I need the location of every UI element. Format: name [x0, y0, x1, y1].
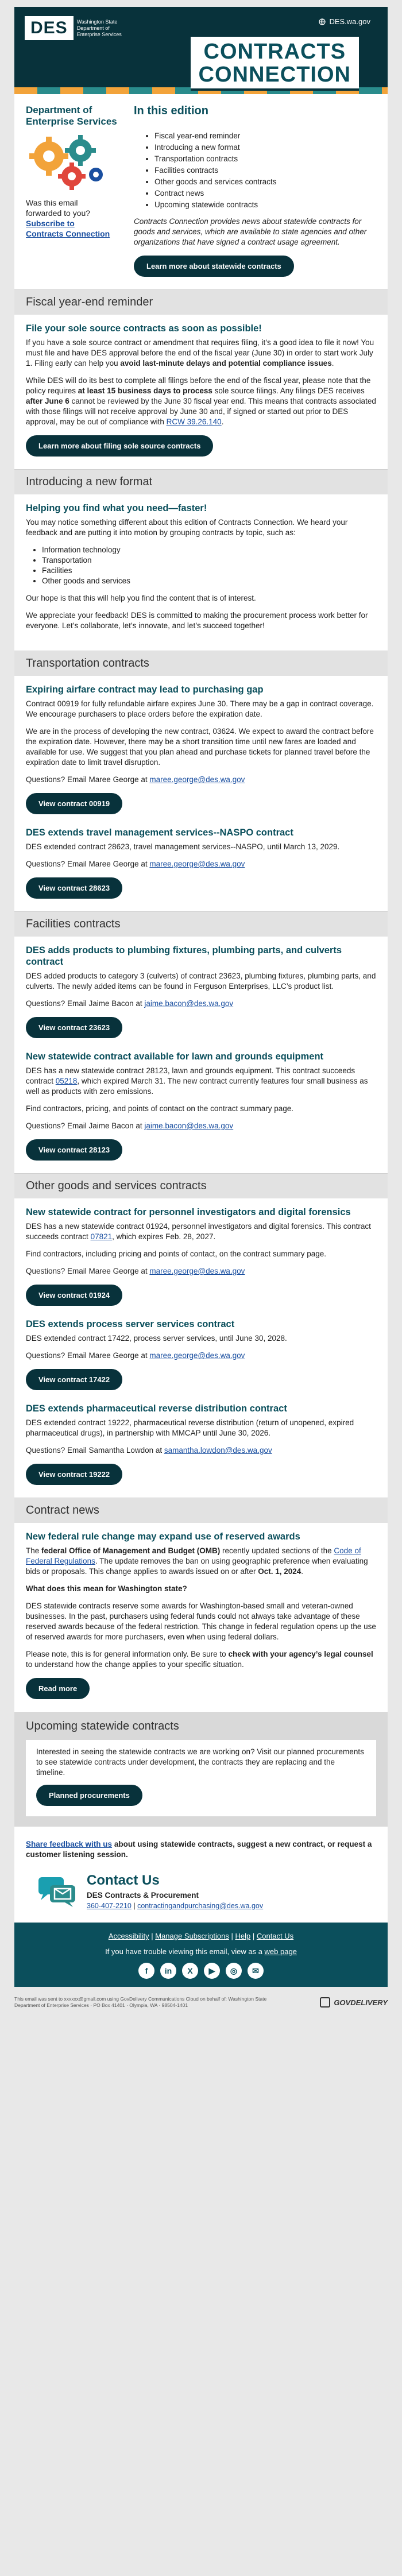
article-question: [26, 1121, 376, 1131]
contact-info: [87, 1873, 263, 1910]
intro-section: [14, 94, 388, 289]
article-title: Helping you find what you need—faster!: [26, 503, 207, 513]
text-run: .: [221, 417, 224, 426]
article: [26, 502, 376, 651]
separator: |: [229, 1932, 235, 1940]
text-run: The: [26, 1546, 42, 1555]
intro-sidebar: [26, 105, 123, 277]
des-logo[interactable]: [25, 16, 122, 40]
email-link[interactable]: maree.george@des.wa.gov: [149, 860, 245, 868]
article-question: [26, 1266, 376, 1277]
text-run: , which expires Feb. 28, 2027.: [112, 1232, 216, 1241]
subscribe-link[interactable]: [26, 218, 123, 239]
section-heading: Introducing a new format: [14, 469, 388, 494]
phone-link[interactable]: 360-407-2210: [87, 1902, 132, 1910]
govdelivery-label: GOVDELIVERY: [334, 1998, 388, 2007]
text-run: Questions? Email Jaime Bacon at: [26, 999, 145, 1008]
email-link[interactable]: maree.george@des.wa.gov: [149, 1267, 245, 1275]
view-contract-00919-button[interactable]: View contract 00919: [26, 793, 122, 814]
text-bold: avoid last-minute delays and potential compliance issues: [120, 359, 332, 368]
youtube-icon[interactable]: ▶: [204, 1963, 220, 1979]
view-contract-28623-button[interactable]: View contract 28623: [26, 877, 122, 899]
article-paragraph: DES extended contract 28623, travel management services--NASPO, until March 13, 2029.: [26, 842, 340, 851]
email-link[interactable]: jaime.bacon@des.wa.gov: [144, 999, 234, 1008]
article-paragraph: DES extended contract 19222, pharmaceutical reverse distribution (return of unopened, expired pharmaceutical drugs), in partnership with MMCAP until June 30, 2026.: [26, 1418, 354, 1437]
section-heading: Fiscal year-end reminder: [14, 289, 388, 315]
social-links: [26, 1963, 376, 1979]
article-paragraph: [26, 338, 376, 369]
article-question: [26, 775, 376, 785]
planned-procurements-button[interactable]: Planned procurements: [36, 1785, 142, 1806]
article: [26, 1531, 376, 1712]
forwarded-line: Was this email: [26, 198, 78, 207]
text-run: DES has a new statewide contract 28123, lawn and grounds equipment. This contract succeeds contract: [26, 1066, 355, 1085]
article-question: [26, 999, 376, 1009]
text-run: Questions? Email Maree George at: [26, 860, 150, 868]
manage-subscriptions-link[interactable]: Manage Subscriptions: [155, 1932, 229, 1940]
cfr-link[interactable]: Code of Federal Regulations: [26, 1546, 361, 1565]
share-feedback: [14, 1827, 388, 1867]
email-link[interactable]: maree.george@des.wa.gov: [149, 775, 245, 784]
article: [26, 1403, 376, 1498]
other-goods-section: [14, 1173, 388, 1498]
article-paragraph: DES statewide contracts reserve some awards for Washington-based small and veteran-owned businesses. In the past, purchasers using federal funds could not always take advantage of these reserved awards because of the federal restriction. This change in federal regulation opens up the use of reserved awards for more purchasers, even when using federal dollars.: [26, 1602, 376, 1641]
text-run: Questions? Email Jaime Bacon at: [26, 1121, 145, 1130]
article-paragraph: DES extended contract 17422, process server services, until June 30, 2028.: [26, 1334, 287, 1343]
text-run: cannot be reviewed by the June 30 fiscal year end. This means that contracts associated with those filings will not receive approval by June 30 and, if signed or started out prior to DES approval, may be out of compliance with: [26, 397, 376, 426]
fiscal-section: [14, 289, 388, 469]
upcoming-box: [26, 1740, 376, 1816]
article: [26, 1318, 376, 1403]
edition-list: [134, 130, 376, 211]
facilities-section: [14, 911, 388, 1173]
article: [26, 827, 376, 911]
logo-subtitle: [77, 19, 122, 38]
gears-icon: [26, 133, 106, 191]
text-bold: check with your agency’s legal counsel: [228, 1650, 373, 1658]
transportation-section: [14, 651, 388, 911]
newsletter-title: [191, 37, 359, 91]
text-run: While DES will do its best to complete all filings before the end of the fiscal year, please note that the policy requires: [26, 376, 371, 395]
email-card: [14, 7, 388, 1987]
help-link[interactable]: Help: [235, 1932, 251, 1940]
learn-sole-source-button[interactable]: Learn more about filing sole source contracts: [26, 435, 213, 457]
text-run: sole source filings. Any filings DES receives: [212, 386, 365, 395]
view-contract-19222-button[interactable]: View contract 19222: [26, 1464, 122, 1485]
footer-links: [26, 1932, 376, 1940]
article-paragraph: [26, 1066, 376, 1097]
legal-footer: [14, 1987, 388, 2020]
accessibility-link[interactable]: Accessibility: [108, 1932, 149, 1940]
newsletter-description: Contracts Connection provides news about statewide contracts for goods and services, which are available to state agencies and other organizations that have signed a contract usage agreement.: [134, 217, 367, 246]
article-title: DES extends process server services contract: [26, 1319, 235, 1329]
site-link[interactable]: [319, 17, 370, 26]
topic-list: [26, 545, 376, 586]
article-paragraph: Find contractors, including pricing and points of contact, on the contract summary page.: [26, 1250, 327, 1258]
article-question: [26, 859, 376, 869]
text-run: If you have trouble viewing this email, view as a: [105, 1947, 265, 1956]
section-heading: Other goods and services contracts: [14, 1173, 388, 1198]
section-heading: Upcoming statewide contracts: [26, 1720, 179, 1732]
view-contract-23623-button[interactable]: View contract 23623: [26, 1017, 122, 1038]
logo-sub-line: Department of: [76, 25, 110, 31]
list-item: • Facilities: [42, 566, 376, 576]
list-item: • Fiscal year-end reminder: [154, 130, 376, 142]
article-paragraph: Our hope is that this will help you find the content that is of interest.: [26, 594, 256, 602]
logo-mark: DES: [25, 16, 74, 40]
article: [26, 945, 376, 1051]
subscribe-line: Contracts Connection: [26, 229, 110, 238]
forwarded-line: forwarded to you?: [26, 208, 91, 218]
list-item: • Contract news: [154, 188, 376, 199]
view-contract-17422-button[interactable]: View contract 17422: [26, 1369, 122, 1390]
web-page-link[interactable]: web page: [264, 1947, 297, 1956]
text-run: If you have a sole source contract or amendment that requires filing, it’s a good idea to file it now! You must file and have DES approval before the end of the fiscal year (June 30) in order to start work July 1. Filing early can help you: [26, 338, 374, 368]
email-icon[interactable]: ✉: [248, 1963, 264, 1979]
legal-text: This email was sent to xxxxxx@gmail.com using GovDelivery Communications Cloud on behalf of: Washington State Department of Enterprise Services · PO Box 41401 · Olympia, WA · 98504-1401: [14, 1996, 267, 2008]
article-paragraph: DES added products to category 3 (culverts) of contract 23623, plumbing fixtures, plumbing parts, and culverts. The newly added items can be found in Ferguson Enterprises, LLC’s product list.: [26, 972, 376, 991]
contact-title: Contact Us: [87, 1873, 160, 1888]
article-title: Expiring airfare contract may lead to purchasing gap: [26, 684, 264, 695]
view-contract-01924-button[interactable]: View contract 01924: [26, 1285, 122, 1306]
article-paragraph: Contract 00919 for fully refundable airfare expires June 30. There may be a gap in contract coverage. We encourage purchasers to place orders before the expiration date.: [26, 699, 374, 718]
article-paragraph: You may notice something different about this edition of Contracts Connection. We heard your feedback and are putting it into motion by grouping contracts by topic, such as:: [26, 518, 348, 537]
email-link[interactable]: jaime.bacon@des.wa.gov: [144, 1121, 234, 1130]
list-item: • Other goods and services contracts: [154, 176, 376, 188]
edition-summary: [134, 105, 376, 277]
org-name: Department of Enterprise Services: [26, 105, 117, 127]
article: [26, 684, 376, 827]
instagram-icon[interactable]: ◎: [226, 1963, 242, 1979]
email-link[interactable]: maree.george@des.wa.gov: [149, 1351, 245, 1360]
article-title: New statewide contract for personnel investigators and digital forensics: [26, 1207, 351, 1217]
contact-org: DES Contracts & Procurement: [87, 1891, 199, 1900]
edition-title: In this edition: [134, 105, 208, 117]
text-bold: after June 6: [26, 397, 69, 405]
contract-07821-link[interactable]: 07821: [90, 1232, 113, 1241]
contact-block: [14, 1867, 388, 1923]
contact-us-link[interactable]: Contact Us: [256, 1932, 294, 1940]
section-heading: Transportation contracts: [14, 651, 388, 676]
email-link[interactable]: samantha.lowdon@des.wa.gov: [164, 1446, 272, 1455]
contact-line: [87, 1902, 263, 1910]
rcw-link[interactable]: RCW 39.26.140: [166, 417, 222, 426]
list-item: • Facilities contracts: [154, 165, 376, 176]
facebook-icon[interactable]: f: [138, 1963, 154, 1979]
web-view-line: [26, 1947, 376, 1956]
text-bold: at least 15 business days to process: [78, 386, 212, 395]
view-contract-28123-button[interactable]: View contract 28123: [26, 1139, 122, 1161]
x-icon[interactable]: X: [182, 1963, 198, 1979]
govdelivery-logo[interactable]: [320, 1997, 388, 2008]
list-item: • Introducing a new format: [154, 142, 376, 153]
section-heading: Facilities contracts: [14, 911, 388, 937]
text-run: , which expired March 31. The new contract currently features four small business as well as products with zero emissions.: [26, 1077, 368, 1096]
article-paragraph: [26, 1221, 376, 1242]
article-paragraph: [26, 1546, 376, 1577]
text-run: .: [301, 1567, 304, 1576]
article: [26, 1051, 376, 1173]
text-run: DES has a new statewide contract 01924, personnel investigators and digital forensics. This contract succeeds contract: [26, 1222, 371, 1241]
article: [26, 1206, 376, 1318]
article-title: File your sole source contracts as soon as possible!: [26, 323, 262, 334]
list-item: • Upcoming statewide contracts: [154, 199, 376, 211]
article-title: New federal rule change may expand use of reserved awards: [26, 1531, 300, 1542]
linkedin-icon[interactable]: in: [160, 1963, 176, 1979]
list-item: • Information technology: [42, 545, 376, 555]
read-more-button[interactable]: Read more: [26, 1678, 90, 1699]
subscribe-line: Subscribe to: [26, 219, 75, 228]
contact-email-link[interactable]: contractingandpurchasing@des.wa.gov: [137, 1902, 264, 1910]
email-header: [14, 7, 388, 87]
logo-sub-line: Enterprise Services: [76, 31, 122, 37]
text-bold: Oct. 1, 2024: [258, 1567, 302, 1576]
contract-05218-link[interactable]: 05218: [55, 1077, 78, 1085]
article-paragraph: We appreciate your feedback! DES is committed to making the procurement process work better for everyone. Let’s collaborate, let’s innovate, and let’s succeed together!: [26, 611, 368, 630]
share-feedback-link[interactable]: Share feedback with us: [26, 1840, 113, 1848]
article-paragraph: We are in the process of developing the new contract, 03624. We expect to award the contract before the expiration date. However, there may be a short transition time until new fares are loaded and available for use. We suggest that you plan ahead and purchase tickets for planned travel before the expiration date to limit travel disruption.: [26, 727, 374, 767]
article-paragraph: Find contractors, pricing, and points of contact on the contract summary page.: [26, 1104, 293, 1113]
globe-icon: [319, 18, 326, 25]
logo-sub-line: Washington State: [76, 18, 118, 25]
article-paragraph: [26, 376, 376, 427]
text-run: to understand how the change applies to your specific situation.: [26, 1660, 244, 1669]
list-item: • Other goods and services: [42, 576, 376, 586]
article-title: DES extends pharmaceutical reverse distribution contract: [26, 1403, 287, 1414]
text-run: Questions? Email Maree George at: [26, 1351, 150, 1360]
format-section: [14, 469, 388, 651]
text-run: .: [331, 359, 334, 368]
text-bold: federal Office of Management and Budget (OMB): [41, 1546, 221, 1555]
article-title: DES extends travel management services--NASPO contract: [26, 827, 293, 838]
upcoming-section: [14, 1712, 388, 1827]
separator: |: [149, 1932, 156, 1940]
article-question: [26, 1445, 376, 1456]
separator: |: [250, 1932, 257, 1940]
text-run: Please note, this is for general information only. Be sure to: [26, 1650, 229, 1658]
article: [26, 323, 376, 469]
title-line-2: CONNECTION: [198, 63, 351, 87]
article-paragraph: [26, 1649, 376, 1670]
text-run: Questions? Email Samantha Lowdon at: [26, 1446, 164, 1455]
text-run: recently updated sections of the: [220, 1546, 334, 1555]
forwarded-text: [26, 198, 123, 218]
email-footer: [14, 1923, 388, 1987]
learn-statewide-button[interactable]: Learn more about statewide contracts: [134, 256, 294, 277]
text-run: Questions? Email Maree George at: [26, 1267, 150, 1275]
text-bold: What does this mean for Washington state?: [26, 1584, 187, 1593]
article-subheading: [26, 1584, 376, 1594]
article-paragraph: Interested in seeing the statewide contracts we are working on? Visit our planned procurements to see statewide contracts under development, the contracts they are replacing and the timeline.: [36, 1747, 364, 1777]
section-heading: Contract news: [14, 1498, 388, 1523]
contract-news-section: [14, 1498, 388, 1712]
article-question: [26, 1351, 376, 1361]
chat-bubbles-icon: [37, 1875, 78, 1908]
list-item: • Transportation contracts: [154, 153, 376, 165]
title-line-1: CONTRACTS: [203, 40, 346, 64]
text-run: about using statewide contracts, suggest a new contract, or request a customer listening session.: [26, 1840, 372, 1859]
text-run: . The update removes the ban on using geographic preference when evaluating bids or proposals. This change applies to awards issued on or after: [26, 1557, 368, 1576]
text-run: Questions? Email Maree George at: [26, 775, 150, 784]
site-link-label: DES.wa.gov: [329, 17, 370, 26]
article-title: New statewide contract available for lawn and grounds equipment: [26, 1051, 324, 1062]
article-title: DES adds products to plumbing fixtures, plumbing parts, and culverts contract: [26, 945, 342, 967]
list-item: • Transportation: [42, 555, 376, 566]
separator: |: [131, 1902, 138, 1910]
govdelivery-icon: [320, 1997, 330, 2008]
